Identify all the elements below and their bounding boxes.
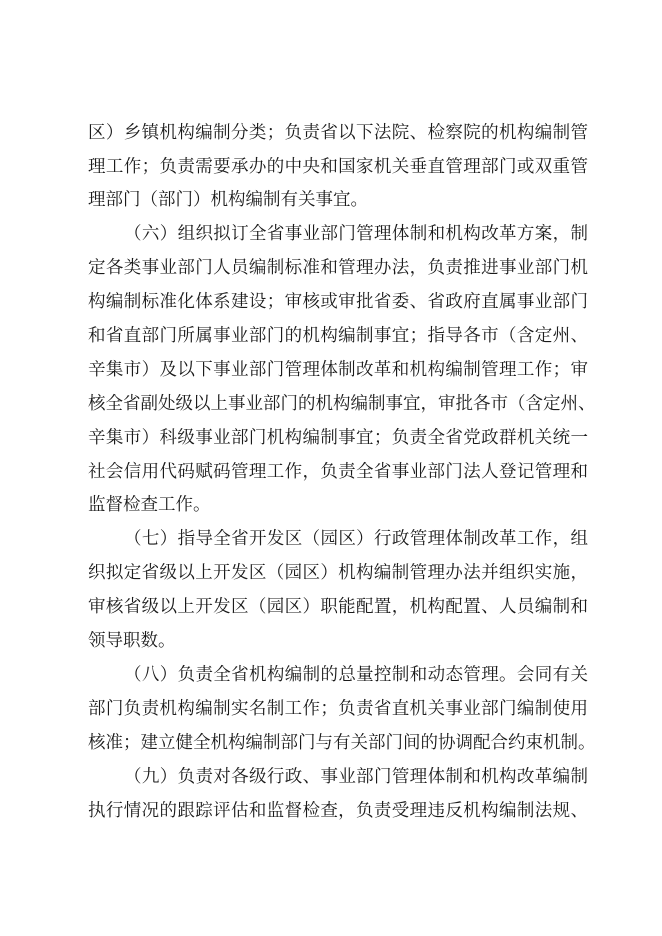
- text-line-13: （七）指导全省开发区（园区）行政管理体制改革工作，组: [124, 529, 588, 549]
- text-line-2: 理工作；负责需要承办的中央和国家机关垂直管理部门或双重管: [88, 157, 588, 177]
- text-line-3: 理部门（部门）机构编制有关事宜。: [88, 190, 368, 210]
- text-line-5: 定各类事业部门人员编制标准和管理办法，负责推进事业部门机: [88, 258, 588, 278]
- text-line-11: 社会信用代码赋码管理工作，负责全省事业部门法人登记管理和: [88, 462, 588, 482]
- text-line-8: 辛集市）及以下事业部门管理体制改革和机构编制管理工作；审: [88, 360, 588, 380]
- text-line-15: 审核省级以上开发区（园区）职能配置，机构配置、人员编制和: [88, 597, 588, 617]
- text-line-21: 执行情况的跟踪评估和监督检查，负责受理违反机构编制法规、: [88, 801, 588, 821]
- text-line-20: （九）负责对各级行政、事业部门管理体制和机构改革编制: [124, 767, 588, 787]
- text-line-16: 领导职数。: [88, 631, 176, 651]
- text-line-10: 辛集市）科级事业部门机构编制事宜；负责全省党政群机关统一: [88, 428, 588, 448]
- text-line-7: 和省直部门所属事业部门的机构编制事宜；指导各市（含定州、: [88, 326, 588, 346]
- text-line-1: 区）乡镇机构编制分类；负责省以下法院、检察院的机构编制管: [88, 123, 588, 143]
- text-line-18: 部门负责机构编制实名制工作；负责省直机关事业部门编制使用: [88, 699, 588, 719]
- text-line-9: 核全省副处级以上事业部门的机构编制事宜，审批各市（含定州、: [88, 394, 596, 414]
- text-line-12: 监督检查工作。: [88, 495, 211, 515]
- text-line-6: 构编制标准化体系建设；审核或审批省委、省政府直属事业部门: [88, 292, 588, 312]
- text-line-19: 核准；建立健全机构编制部门与有关部门间的协调配合约束机制。: [88, 733, 596, 753]
- text-line-4: （六）组织拟订全省事业部门管理体制和机构改革方案，制: [124, 224, 588, 244]
- text-line-17: （八）负责全省机构编制的总量控制和动态管理。会同有关: [124, 665, 588, 685]
- text-line-14: 织拟定省级以上开发区（园区）机构编制管理办法并组织实施，: [88, 563, 588, 583]
